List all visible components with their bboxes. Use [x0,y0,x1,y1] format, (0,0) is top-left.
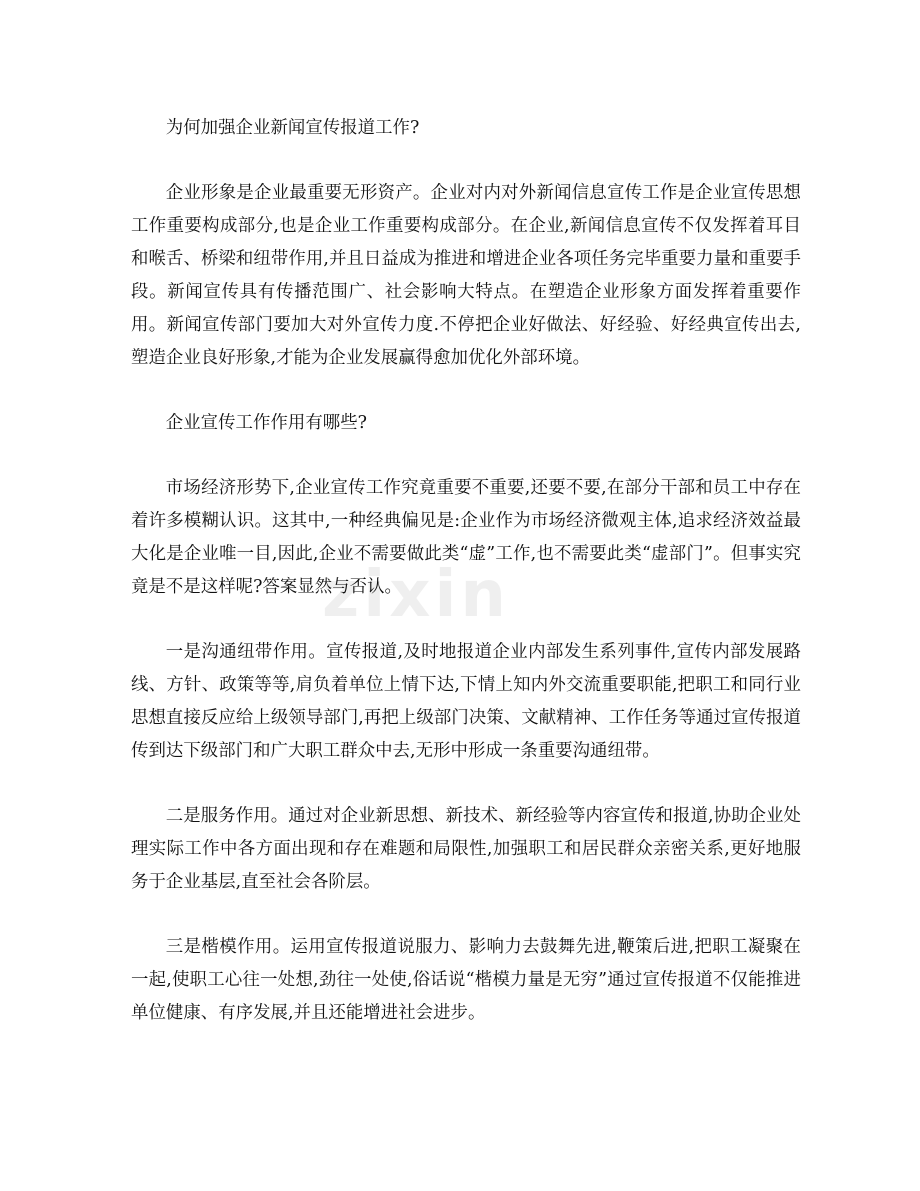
document-body [131,112,801,1030]
paragraph-market-economy: 市场经济形势下,企业宣传工作究竟重要不重要,还要不要,在部分干部和员工中存在着许多模糊认识。这其中,一种经典偏见是:企业作为市场经济微观主体,追求经济效益最大化是企业唯一目,因此,企业不需要做此类“虚”工作,也不需要此类“虚部门”。但事实究竟是不是这样呢?答案显然与否认。 [131,478,801,597]
watermark-logo: zixin [322,558,510,632]
heading-roles-of-publicity: 企业宣传工作作用有哪些? [165,413,368,433]
paragraph-model-role: 三是楷模作用。运用宣传报道说服力、影响力去鼓舞先进,鞭策后进,把职工凝聚在一起,使职工心往一处想,劲往一处使,俗话说“楷模力量是无穷”通过宣传报道不仅能推进单位健康、有序发展,并且还能增进社会进步。 [131,937,801,1023]
paragraph-corporate-image: 企业形象是企业最重要无形资产。企业对内对外新闻信息宣传工作是企业宣传思想工作重要构成部分,也是企业工作重要构成部分。在企业,新闻信息宣传不仅发挥着耳目和喉舌、桥梁和纽带作用,并且日益成为推进和增进企业各项任务完毕重要力量和重要手段。新闻宣传具有传播范围广、社会影响大特点。在塑造企业形象方面发挥着重要作用。新闻宣传部门要加大对外宣传力度.不停把企业好做法、好经验、好经典宣传出去,塑造企业良好形象,才能为企业发展赢得愈加优化外部环境。 [131,183,801,368]
paragraph-communication-role: 一是沟通纽带作用。宣传报道,及时地报道企业内部发生系列事件,宣传内部发展路线、方针、政策等等,肩负着单位上情下达,下情上知内外交流重要职能,把职工和同行业思想直接反应给上级领导部门,再把上级部门决策、文献精神、工作任务等通过宣传报道传到达下级部门和广大职工群众中去,无形中形成一条重要沟通纽带。 [131,642,801,761]
paragraph-service-role: 二是服务作用。通过对企业新思想、新技术、新经验等内容宣传和报道,协助企业处理实际工作中各方面出现和存在难题和局限性,加强职工和居民群众亲密关系,更好地服务于企业基层,直至社会各阶层。 [131,806,801,892]
heading-why-strengthen-news: 为何加强企业新闻宣传报道工作? [165,118,420,138]
